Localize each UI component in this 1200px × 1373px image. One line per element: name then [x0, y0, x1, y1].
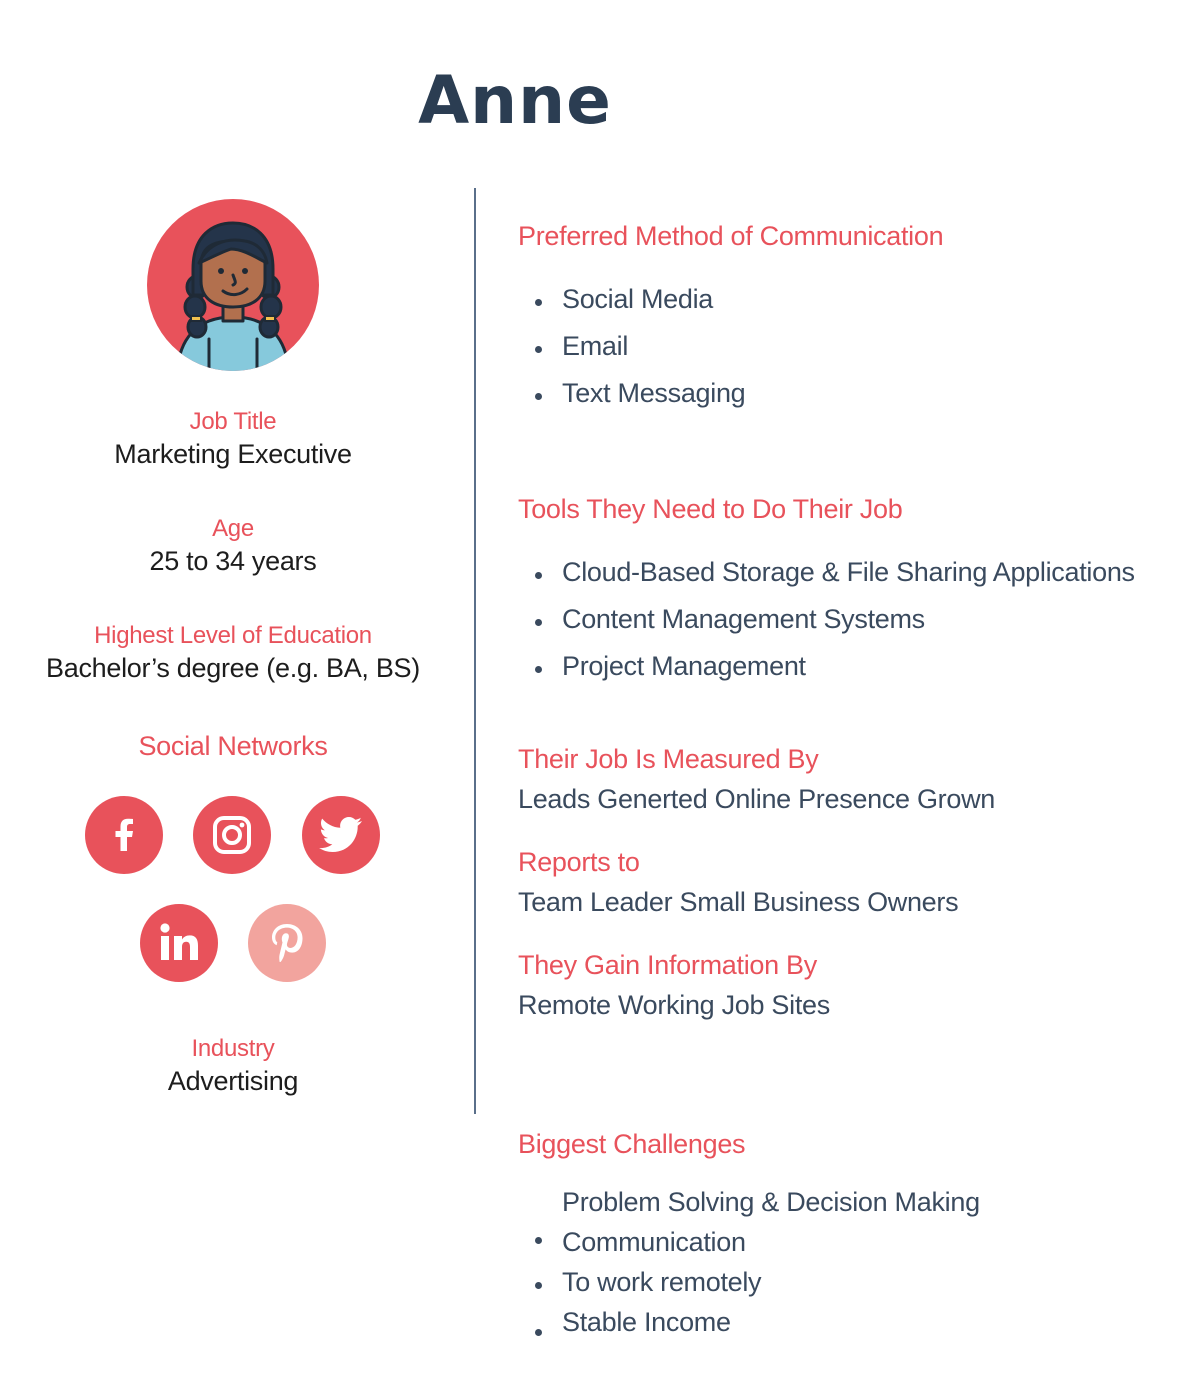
facebook-icon[interactable]	[85, 796, 163, 874]
information-value: Remote Working Job Sites	[518, 990, 830, 1020]
list-item: Email	[533, 331, 745, 378]
bullet-icon	[535, 1329, 542, 1336]
bullet-icon	[535, 666, 542, 673]
linkedin-icon[interactable]	[140, 904, 218, 982]
pinterest-icon[interactable]	[248, 904, 326, 982]
list-item: Cloud-Based Storage & File Sharing Applications	[533, 557, 1135, 604]
information-heading: They Gain Information By	[518, 950, 817, 980]
avatar	[147, 199, 319, 371]
list-item: Communication	[533, 1227, 980, 1267]
column-divider	[474, 188, 476, 1114]
reports-block	[518, 845, 958, 919]
challenges-heading: Biggest Challenges	[518, 1129, 746, 1159]
job-title-label: Job Title	[189, 408, 277, 435]
industry-block	[0, 1034, 466, 1098]
measured-block	[518, 742, 995, 816]
education-value: Bachelor’s degree (e.g. BA, BS)	[46, 653, 420, 683]
reports-value: Team Leader Small Business Owners	[518, 887, 959, 917]
age-block	[0, 514, 466, 578]
social-networks-block	[0, 731, 466, 762]
list-item: Social Media	[533, 284, 745, 331]
reports-heading: Reports to	[518, 847, 640, 877]
education-label: Highest Level of Education	[94, 622, 372, 649]
measured-heading: Their Job Is Measured By	[518, 744, 819, 774]
list-item: Project Management	[533, 651, 1135, 698]
bullet-icon	[535, 393, 542, 400]
list-item: Content Management Systems	[533, 604, 1135, 651]
social-networks-label: Social Networks	[138, 731, 328, 761]
instagram-icon[interactable]	[193, 796, 271, 874]
job-title-block	[0, 407, 466, 471]
challenges-list	[533, 1187, 980, 1347]
age-label: Age	[212, 515, 254, 542]
job-title-value: Marketing Executive	[114, 439, 352, 469]
list-item: Problem Solving & Decision Making	[562, 1187, 980, 1217]
bullet-icon	[535, 619, 542, 626]
industry-value: Advertising	[167, 1066, 299, 1096]
tools-heading: Tools They Need to Do Their Job	[518, 494, 903, 524]
age-value: 25 to 34 years	[149, 546, 317, 576]
twitter-icon[interactable]	[302, 796, 380, 874]
list-item: Text Messaging	[533, 378, 745, 425]
bullet-icon	[535, 1282, 542, 1289]
bullet-icon	[535, 1237, 542, 1244]
persona-name: Anne	[418, 62, 612, 139]
bullet-icon	[535, 346, 542, 353]
industry-label: Industry	[191, 1035, 275, 1062]
communication-heading: Preferred Method of Communication	[518, 221, 944, 251]
avatar-illustration-icon	[147, 199, 319, 371]
education-block	[0, 621, 466, 685]
tools-list	[533, 557, 1135, 698]
list-item: Stable Income	[533, 1307, 980, 1347]
bullet-icon	[535, 572, 542, 579]
information-block	[518, 948, 830, 1022]
list-item: To work remotely	[533, 1267, 980, 1307]
measured-value: Leads Generted Online Presence Grown	[518, 784, 995, 814]
communication-list	[533, 284, 745, 425]
bullet-icon	[535, 299, 542, 306]
